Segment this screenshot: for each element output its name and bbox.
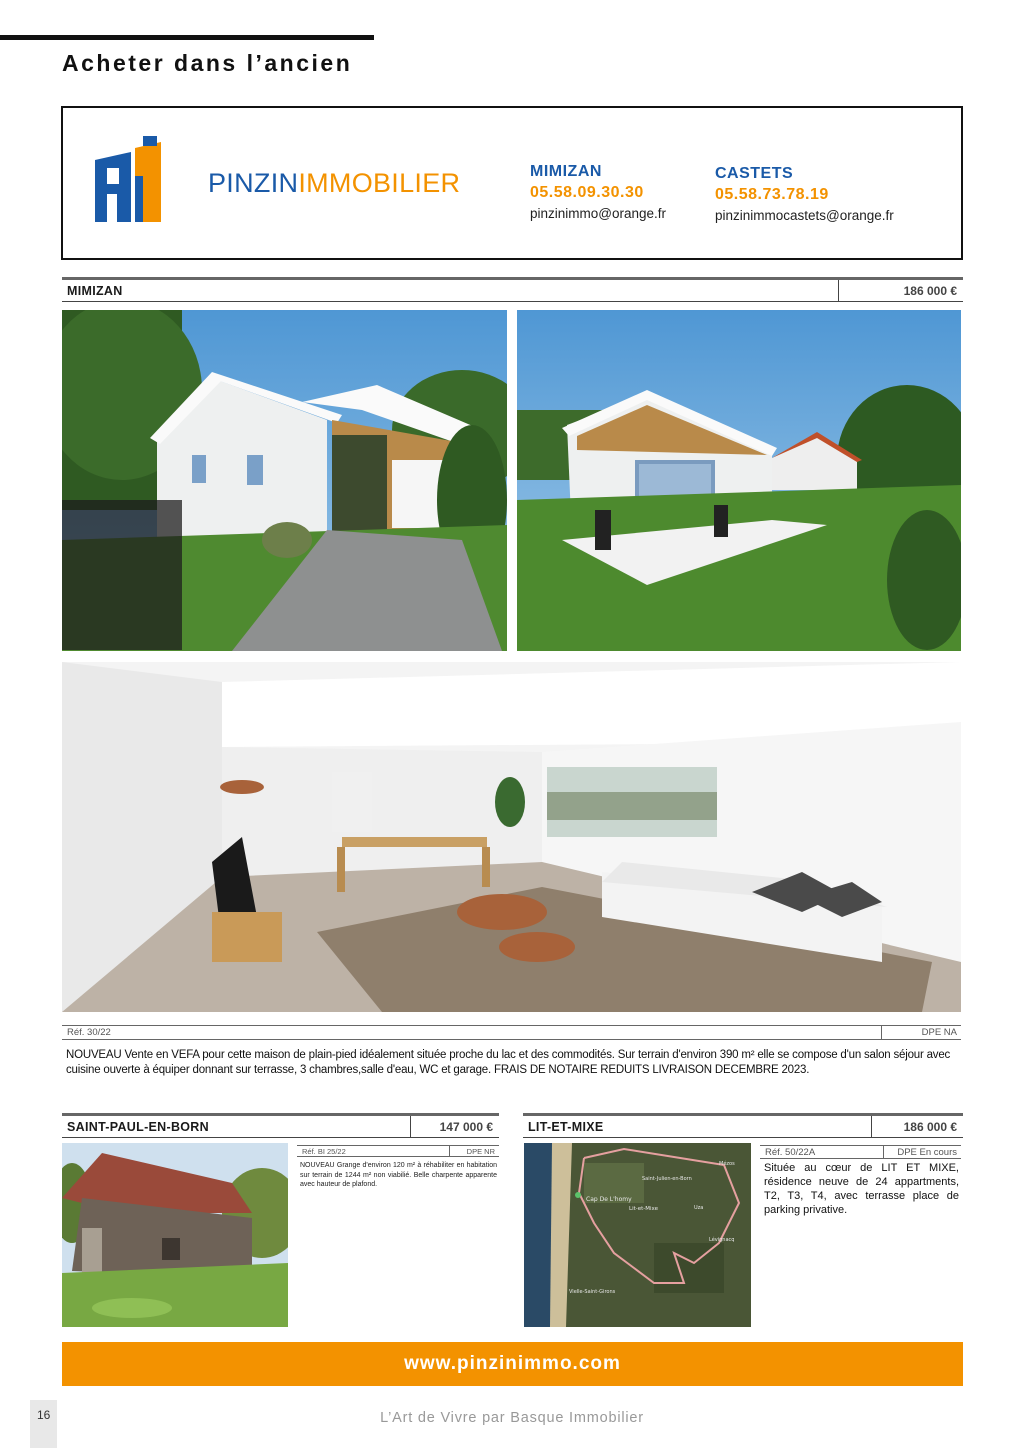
listing-description: NOUVEAU Vente en VEFA pour cette maison de plain-pied idéalement située proche du lac et des commodités. Sur terrain d'environ 390 m² elle se compose d'un salon séjour avec cuisine ouverte à équiper donnant sur terrasse, 3 chambres,salle d'eau, WC et garage. FRAIS DE NOTAIRE REDUITS LIVRAISON DECEMBRE 2023. — [66, 1049, 951, 1076]
barn-photo[interactable] — [62, 1143, 288, 1327]
listing-header-lit-et-mixe — [523, 1113, 963, 1138]
listing-location: SAINT-PAUL-EN-BORN — [67, 1119, 209, 1134]
interior-photo[interactable] — [62, 662, 961, 1012]
listing-ref: Réf. 30/22 — [67, 1027, 111, 1038]
listing-ref-bar — [62, 1025, 961, 1040]
house-back-photo[interactable] — [517, 310, 961, 651]
brand-name — [208, 168, 460, 199]
top-rule — [0, 35, 374, 40]
brand-name-part1: PINZIN — [208, 168, 299, 198]
page-title: Acheter dans l’ancien — [62, 50, 353, 76]
website-link[interactable]: www.pinzinimmo.com — [404, 1353, 621, 1374]
office-city: MIMIZAN — [530, 163, 602, 180]
office-email[interactable]: pinzinimmocastets@orange.fr — [715, 208, 894, 223]
listing-dpe: DPE NR — [449, 1146, 499, 1156]
listing-location: MIMIZAN — [67, 283, 123, 298]
listing-ref: Réf. 50/22A — [765, 1146, 816, 1158]
listing-price: 186 000 € — [838, 280, 963, 301]
footer-tagline: L’Art de Vivre par Basque Immobilier — [380, 1410, 644, 1426]
office-mimizan — [530, 163, 666, 221]
map-label-1: Cap De L'homy — [586, 1196, 632, 1203]
page-number: 16 — [37, 1408, 51, 1422]
office-city: CASTETS — [715, 165, 794, 182]
listing-header-saint-paul — [62, 1113, 499, 1138]
map-pin-icon — [575, 1192, 581, 1198]
map-label-6: Lévignacq — [709, 1237, 735, 1243]
listing-header-mimizan — [62, 277, 963, 302]
map-label-3: Lit-et-Mixe — [629, 1206, 659, 1212]
agency-logo-icon — [95, 136, 177, 222]
listing-location: LIT-ET-MIXE — [528, 1119, 604, 1134]
map-label-4: Uza — [694, 1205, 704, 1211]
agency-box — [61, 106, 963, 260]
map-label-5: Mézos — [719, 1161, 735, 1167]
listing-ref-bar — [297, 1145, 499, 1157]
listing-ref: Réf. BI 25/22 — [302, 1146, 346, 1156]
office-phone[interactable]: 05.58.09.30.30 — [530, 184, 644, 201]
listing-description: Située au cœur de LIT ET MIXE, résidence neuve de 24 appartments, T2, T3, T4, avec terrasse place de parking privative. — [764, 1162, 959, 1216]
listing-price: 147 000 € — [410, 1116, 499, 1137]
map-photo[interactable] — [524, 1143, 751, 1327]
website-bar[interactable] — [62, 1342, 963, 1386]
map-label-7: Vielle-Saint-Girons — [569, 1289, 616, 1295]
office-phone[interactable]: 05.58.73.78.19 — [715, 186, 829, 203]
house-front-photo[interactable] — [62, 310, 507, 651]
office-castets — [715, 165, 894, 223]
listing-description: NOUVEAU Grange d'environ 120 m² à réhabiliter en habitation sur terrain de 1244 m² non viabilié. Belle charpente apparente avec hauteur de plafond. — [300, 1162, 497, 1188]
listing-price: 186 000 € — [871, 1116, 963, 1137]
listing-ref-bar — [760, 1145, 961, 1159]
office-email[interactable]: pinzinimmo@orange.fr — [530, 206, 667, 221]
brand-name-part2: IMMOBILIER — [298, 168, 461, 198]
map-label-2: Saint-Julien-en-Born — [642, 1176, 692, 1182]
listing-dpe: DPE En cours — [883, 1146, 961, 1158]
listing-dpe: DPE NA — [881, 1026, 961, 1039]
